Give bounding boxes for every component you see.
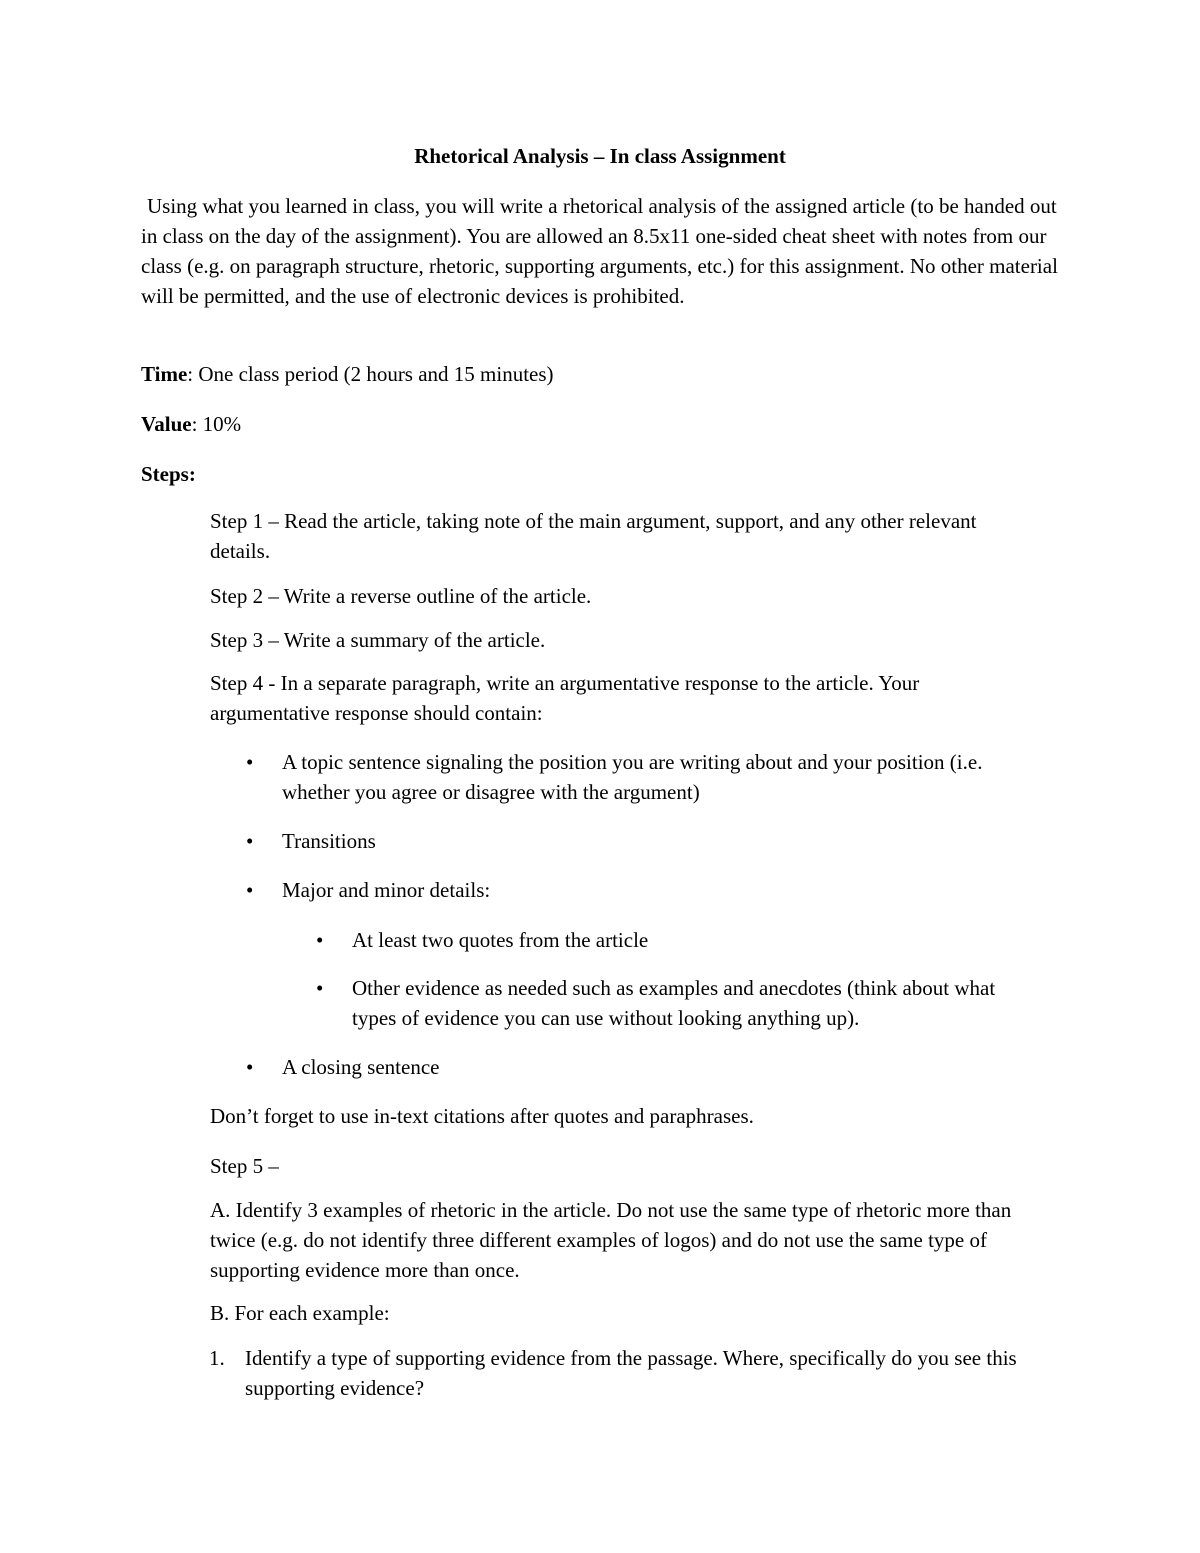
item-text: Identify a type of supporting evidence from the passage. Where, specifically do you see this supporting evidence? xyxy=(245,1346,1017,1400)
bullet-text: Other evidence as needed such as examples and anecdotes (think about what types of evidence you can use without looking anything up). xyxy=(352,976,996,1030)
steps-heading xyxy=(141,459,1041,489)
bullet-item xyxy=(246,875,1042,905)
time-label: Time xyxy=(141,362,188,386)
step-3: Step 3 – Write a summary of the article. xyxy=(210,628,546,652)
sub-bullet-item xyxy=(316,973,1042,1033)
bullet-text: Transitions xyxy=(282,829,376,853)
bullet-text: A topic sentence signaling the position you are writing about and your position (i.e. whether you agree or disagree with the argument) xyxy=(282,750,983,804)
step-5: Step 5 – xyxy=(210,1154,279,1178)
time-field xyxy=(141,359,1041,389)
item-number: 1. xyxy=(209,1346,225,1370)
time-value: : One class period (2 hours and 15 minutes) xyxy=(187,362,554,386)
value-value: : 10% xyxy=(191,412,242,436)
bullet-glyph: • xyxy=(246,829,254,853)
step-2: Step 2 – Write a reverse outline of the article. xyxy=(210,584,592,608)
bullet-glyph: • xyxy=(246,750,254,774)
value-field xyxy=(141,409,1041,439)
intro-paragraph: Using what you learned in class, you will write a rhetorical analysis of the assigned article (to be handed out in class on the day of the assignment). You are allowed an 8.5x11 one-sided cheat sheet with notes from our class (e.g. on paragraph structure, rhetoric, supporting arguments, etc.) for this assignment. No other material will be permitted, and the use of electronic devices is prohibited. xyxy=(141,194,1058,308)
step-5-part-a: A. Identify 3 examples of rhetoric in the article. Do not use the same type of rhetoric more than twice (e.g. do not identify three different examples of logos) and do not use the same type of supporting evidence more than once. xyxy=(210,1198,1012,1282)
bullet-text: At least two quotes from the article xyxy=(352,928,649,952)
bullet-item xyxy=(246,1052,1042,1082)
citation-reminder: Don’t forget to use in-text citations after quotes and paraphrases. xyxy=(210,1104,754,1128)
bullet-glyph: • xyxy=(246,1055,254,1079)
step-1: Step 1 – Read the article, taking note of the main argument, support, and any other relevant details. xyxy=(210,509,977,563)
value-label: Value xyxy=(141,412,192,436)
sub-bullet-item xyxy=(316,925,1042,955)
bullet-text: Major and minor details: xyxy=(282,878,491,902)
step-5-part-b: B. For each example: xyxy=(210,1301,390,1325)
steps-label: Steps: xyxy=(141,462,196,486)
bullet-glyph: • xyxy=(316,976,324,1000)
bullet-glyph: • xyxy=(246,878,254,902)
bullet-glyph: • xyxy=(316,928,324,952)
bullet-item xyxy=(246,826,1042,856)
step-4: Step 4 - In a separate paragraph, write an argumentative response to the article. Your argumentative response should contain: xyxy=(210,671,920,725)
document-title: Rhetorical Analysis – In class Assignment xyxy=(414,144,786,168)
bullet-item xyxy=(246,747,1042,807)
bullet-text: A closing sentence xyxy=(282,1055,440,1079)
numbered-item xyxy=(209,1343,1045,1403)
